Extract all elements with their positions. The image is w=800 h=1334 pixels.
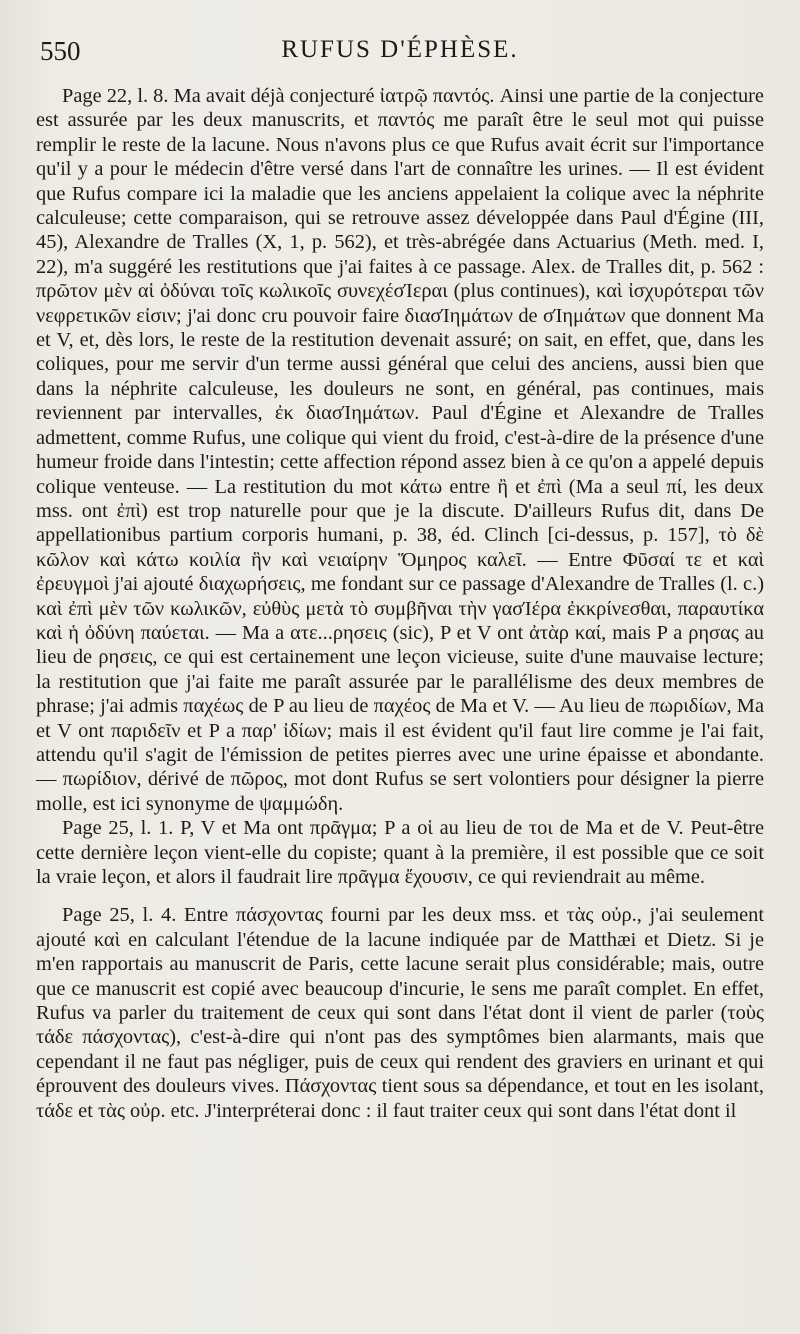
paragraph-page-25-line-1: Page 25, l. 1. P, V et Ma ont πρᾶγμα; P a οἱ au lieu de τοι de Ma et de V. Peut-être cette dernière leçon vient-elle du copiste; quant à la première, il est possible que ce soit la vraie leçon, et alors il faudrait lire πρᾶγμα ἔχουσιν, ce qui reviendrait au même. <box>36 817 764 888</box>
paragraph-page-22: Page 22, l. 8. Ma avait déjà conjecturé ἰατρῷ παντός. Ainsi une partie de la conjecture est assurée par les deux manuscrits, et παντός me paraît être le seul mot qui puisse remplir le reste de la lacune. Nous n'avons plus ce que Rufus avait écrit sur l'importance qu'il y a pour le médecin d'être versé dans l'art de connaître les urines. — Il est évident que Rufus compare ici la maladie que les anciens appelaient la colique avec la néphrite calculeuse; cette comparaison, qui se retrouve assez développée dans Paul d'Égine (III, 45), Alexandre de Tralles (X, 1, p. 562), et très-abrégée dans Actuarius (Meth. med. I, 22), m'a suggéré les restitutions que j'ai faites à ce passage. Alex. de Tralles dit, p. 562 : πρῶτον μὲν αἱ ὀδύναι τοῖς κωλικοῖς συνεχέσΊεραι (plus continues), καὶ ἰσχυρότεραι τῶν νεφρετικῶν εἰσιν; j'ai donc cru pouvoir faire διασΊημάτων de σΊημάτων que donnent Ma et V, et, dès lors, le reste de la restitution devenait assuré; on sait, en effet, que, dans les coliques, pour me servir d'un terme aussi général que celui des anciens, aussi bien que dans la néphrite calculeuse, les douleurs ne sont, en général, pas continues, mais reviennent par intervalles, ἐκ διασΊημάτων. Paul d'Égine et Alexandre de Tralles admettent, comme Rufus, une colique qui vient du froid, c'est-à-dire de la présence d'une humeur froide dans l'intestin; cette affection répond assez bien à ce qu'on a appelé depuis colique venteuse. — La restitution du mot κάτω entre ἢ et ἐπὶ (Ma a seul πί, les deux mss. ont ἐπὶ) est trop naturelle pour que je la discute. D'ailleurs Rufus dit, dans De appellationibus partium corporis humani, p. 38, éd. Clinch [ci-dessus, p. 157], τὸ δὲ κῶλον καὶ κάτω κοιλία ἣν καὶ νειαίρην Ὅμηρος καλεῖ. — Entre Φῦσαί τε et καὶ ἐρευγμοὶ j'ai ajouté διαχωρήσεις, me fondant sur ce passage d'Alexandre de Tralles (l. c.) καὶ ἐπὶ μὲν τῶν κωλικῶν, εὐθὺς μετὰ τὸ συμβῆναι τὴν γασΊέρα ἐκκρίνεσθαι, παραυτίκα καὶ ἡ ὀδύνη παύεται. — Ma a ατε...ρησεις (sic), P et V ont ἀτὰρ καί, mais P a ρησας au lieu de ρησεις, ce qui est certainement une leçon vicieuse, suite d'une mauvaise lecture; la restitution que j'ai faite me paraît assurée par le parallélisme des deux membres de phrase; j'ai admis παχέως de P au lieu de παχέος de Ma et V. — Au lieu de πωριδίων, Ma et V ont παριδεῖν et P a παρ' ἰδίων; mais il est évident qu'il faut lire comme je l'ai fait, attendu qu'il s'agit de l'émission de petites pierres avec une urine épaisse et abondante. — πωρίδιον, dérivé de πῶρος, mot dont Rufus se sert volontiers pour désigner la pierre molle, est ici synonyme de ψαμμώδη. <box>36 85 764 815</box>
page-header <box>40 32 760 72</box>
body-text <box>36 84 764 1123</box>
running-title: RUFUS D'ÉPHÈSE. <box>281 36 519 63</box>
page-number: 550 <box>40 36 81 66</box>
paragraph-page-25-line-4: Page 25, l. 4. Entre πάσχοντας fourni par les deux mss. et τὰς οὐρ., j'ai seulement ajouté καὶ en calculant l'étendue de la lacune indiquée par de Matthæi et Dietz. Si je m'en rapportais au manuscrit de Paris, cette lacune serait plus considérable; mais, outre que ce manuscrit est copié avec beaucoup d'incurie, le sens me paraît complet. En effet, Rufus va parler du traitement de ceux qui sont dans l'état dont il vient de parler (τοὺς τάδε πάσχοντας), c'est-à-dire qui n'ont pas des symptômes bien alarmants, mais que cependant il ne faut pas négliger, puis de ceux qui rendent des graviers en urinant et qui éprouvent des douleurs vives. Πάσχοντας tient sous sa dépendance, et tout en les isolant, τάδε et τὰς οὐρ. etc. J'interpréterai donc : il faut traiter ceux qui sont dans l'état dont il <box>36 904 764 1122</box>
